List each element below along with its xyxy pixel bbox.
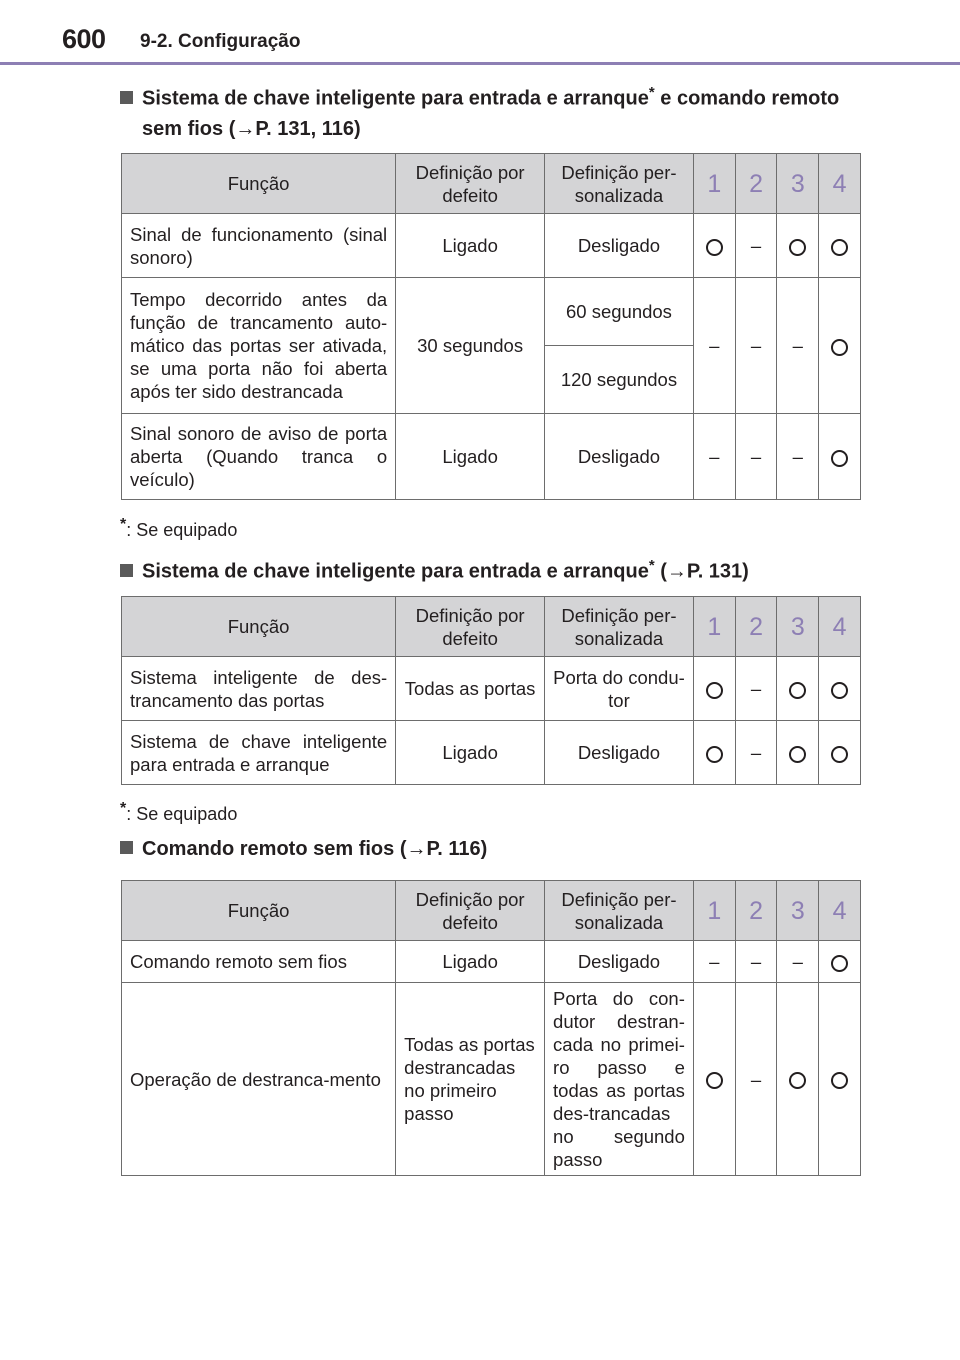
mode-mark: – <box>777 278 819 414</box>
mode-2-icon: 2 <box>749 612 763 641</box>
default-cell: 30 segundos <box>396 278 545 414</box>
table-header-row <box>122 597 861 657</box>
custom-cell: Desligado <box>545 941 694 983</box>
mode-mark <box>819 414 861 500</box>
mode-mark <box>819 721 861 785</box>
column-header: Definição por defeito <box>396 881 545 941</box>
function-cell: Sistema de chave inteligente para entrada e arranque <box>122 721 396 785</box>
mode-header <box>777 881 819 941</box>
circle-mark-icon <box>789 682 806 699</box>
mode-3-icon: 3 <box>790 612 805 641</box>
custom-cell: Porta do condu-tor <box>545 657 694 721</box>
mode-header <box>735 881 777 941</box>
circle-mark-icon <box>789 746 806 763</box>
function-cell: Sinal de funcionamento (sinal sonoro) <box>122 214 396 278</box>
table-row <box>122 414 861 500</box>
mode-mark <box>819 941 861 983</box>
default-cell: Ligado <box>396 414 545 500</box>
circle-mark-icon <box>831 1072 848 1089</box>
mode-mark: – <box>735 657 777 721</box>
circle-mark-icon <box>706 682 723 699</box>
section-heading: Sistema de chave inteligente para entrada e arranque* (→P. 131) <box>120 551 880 587</box>
mode-mark: – <box>693 414 735 500</box>
mode-mark <box>819 214 861 278</box>
mode-header <box>777 154 819 214</box>
mode-mark <box>777 983 819 1176</box>
mode-header <box>693 154 735 214</box>
circle-mark-icon <box>831 682 848 699</box>
mode-mark: – <box>693 278 735 414</box>
mode-mark: – <box>777 414 819 500</box>
mode-header <box>777 597 819 657</box>
column-header: Definição per-sonalizada <box>545 154 694 214</box>
mode-3-icon: 3 <box>790 169 805 198</box>
table-header-row <box>122 154 861 214</box>
mode-mark <box>777 721 819 785</box>
mode-mark <box>693 657 735 721</box>
function-cell: Sistema inteligente de des-trancamento das portas <box>122 657 396 721</box>
circle-mark-icon <box>706 746 723 763</box>
function-cell: Tempo decorrido antes da função de trancamento auto-mático das portas ser ativada, se uma porta não foi aberta após ter sido destrancada <box>122 278 396 414</box>
mode-mark <box>819 657 861 721</box>
circle-mark-icon <box>831 239 848 256</box>
page-header <box>0 0 960 66</box>
circle-mark-icon <box>831 955 848 972</box>
mode-header <box>693 881 735 941</box>
default-cell: Todas as portas destrancadas no primeiro passo <box>396 983 545 1176</box>
mode-mark: – <box>735 941 777 983</box>
settings-table <box>121 880 861 1176</box>
custom-cell: 120 segundos <box>545 346 694 414</box>
column-header: Função <box>122 154 396 214</box>
settings-table <box>121 596 861 785</box>
mode-mark <box>819 278 861 414</box>
mode-mark: – <box>735 278 777 414</box>
function-cell: Operação de destranca-mento <box>122 983 396 1176</box>
table-row <box>122 941 861 983</box>
mode-header <box>735 597 777 657</box>
mode-mark <box>777 657 819 721</box>
mode-header <box>693 597 735 657</box>
mode-2-icon: 2 <box>749 169 763 198</box>
mode-mark: – <box>777 941 819 983</box>
mode-3-icon: 3 <box>790 896 805 925</box>
footnote: *: Se equipado <box>120 516 238 540</box>
mode-header <box>819 597 861 657</box>
default-cell: Ligado <box>396 214 545 278</box>
circle-mark-icon <box>789 239 806 256</box>
mode-mark <box>693 721 735 785</box>
custom-cell: Desligado <box>545 721 694 785</box>
settings-table <box>121 153 861 500</box>
column-header: Definição por defeito <box>396 154 545 214</box>
mode-4-icon: 4 <box>832 896 847 925</box>
table-row <box>122 278 861 346</box>
square-bullet-icon <box>120 564 133 577</box>
circle-mark-icon <box>706 1072 723 1089</box>
mode-mark <box>777 214 819 278</box>
mode-header <box>819 881 861 941</box>
mode-2-icon: 2 <box>749 896 763 925</box>
column-header: Definição por defeito <box>396 597 545 657</box>
mode-header <box>819 154 861 214</box>
mode-4-icon: 4 <box>832 612 847 641</box>
mode-header <box>735 154 777 214</box>
table-row <box>122 214 861 278</box>
circle-mark-icon <box>831 746 848 763</box>
footnote: *: Se equipado <box>120 800 238 824</box>
default-cell: Ligado <box>396 941 545 983</box>
custom-cell: Desligado <box>545 414 694 500</box>
mode-4-icon: 4 <box>832 169 847 198</box>
mode-mark: – <box>735 983 777 1176</box>
column-header: Função <box>122 597 396 657</box>
circle-mark-icon <box>706 239 723 256</box>
page-number: 600 <box>62 24 106 54</box>
table-header-row <box>122 881 861 941</box>
mode-mark: – <box>735 214 777 278</box>
chapter-title: 9-2. Configuração <box>140 31 301 52</box>
function-cell: Sinal sonoro de aviso de porta aberta (Quando tranca o veículo) <box>122 414 396 500</box>
mode-1-icon: 1 <box>707 169 722 198</box>
mode-1-icon: 1 <box>707 612 722 641</box>
section-heading: Comando remoto sem fios (→P. 116) <box>120 834 880 864</box>
table-row <box>122 721 861 785</box>
section-heading: Sistema de chave inteligente para entrada e arranque* e comando remoto sem fios (→P. 131, 116) <box>120 78 880 144</box>
default-cell: Todas as portas <box>396 657 545 721</box>
mode-mark: – <box>693 941 735 983</box>
square-bullet-icon <box>120 841 133 854</box>
mode-mark <box>693 214 735 278</box>
custom-cell: Porta do con-dutor destran-cada no primei-ro passo e todas as portas des-trancadas no segundo passo <box>545 983 694 1176</box>
table-row <box>122 983 861 1176</box>
mode-mark <box>819 983 861 1176</box>
column-header: Função <box>122 881 396 941</box>
column-header: Definição per-sonalizada <box>545 597 694 657</box>
custom-cell: 60 segundos <box>545 278 694 346</box>
table-row <box>122 657 861 721</box>
square-bullet-icon <box>120 91 133 104</box>
circle-mark-icon <box>831 450 848 467</box>
mode-mark: – <box>735 414 777 500</box>
mode-mark <box>693 983 735 1176</box>
column-header: Definição per-sonalizada <box>545 881 694 941</box>
custom-cell: Desligado <box>545 214 694 278</box>
mode-mark: – <box>735 721 777 785</box>
circle-mark-icon <box>789 1072 806 1089</box>
header-divider <box>0 62 960 65</box>
circle-mark-icon <box>831 339 848 356</box>
mode-1-icon: 1 <box>707 896 722 925</box>
default-cell: Ligado <box>396 721 545 785</box>
function-cell: Comando remoto sem fios <box>122 941 396 983</box>
